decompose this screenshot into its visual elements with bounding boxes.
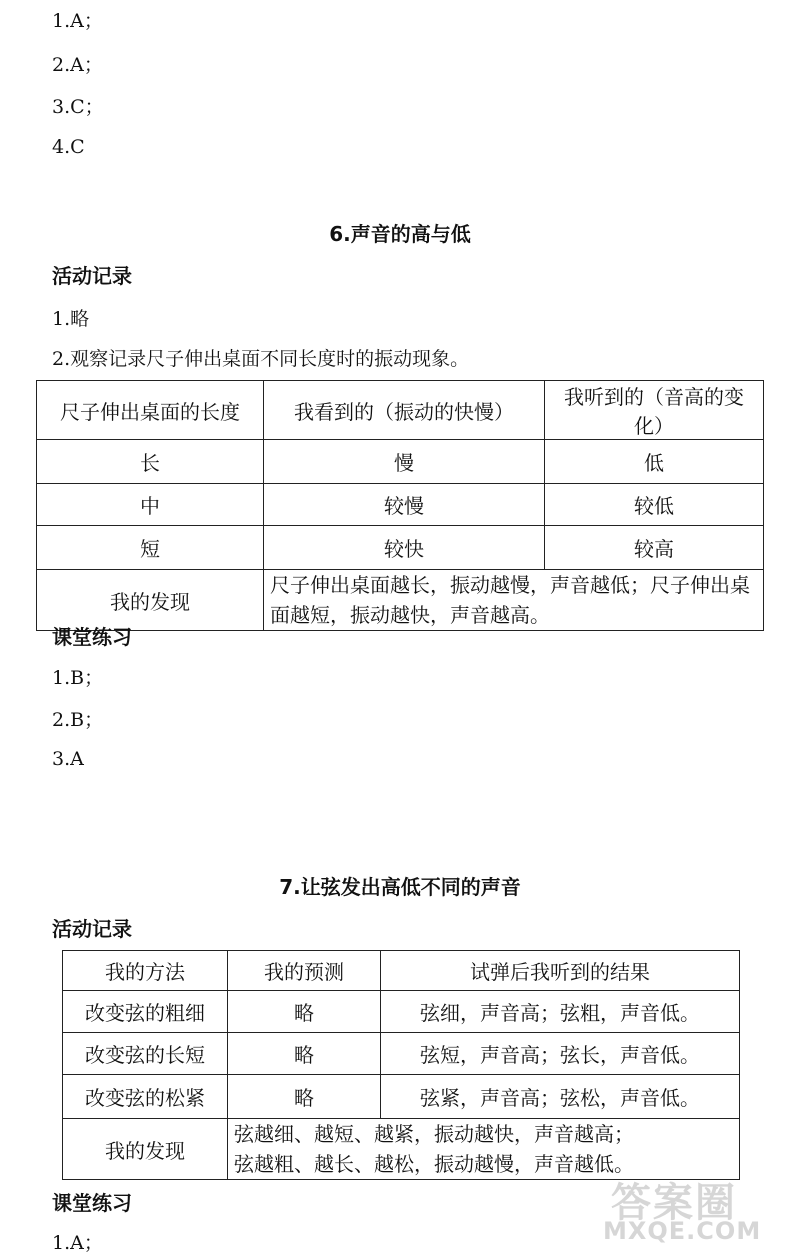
table-header: 我看到的（振动的快慢）: [264, 381, 545, 440]
practice-heading: 课堂练习: [52, 1191, 132, 1215]
watermark-domain: MXQE.COM: [603, 1217, 762, 1245]
activity-heading: 活动记录: [52, 917, 132, 941]
table-cell: 慢: [264, 440, 545, 484]
section-title: 7.让弦发出高低不同的声音: [279, 875, 521, 899]
section-title: 6.声音的高与低: [329, 222, 471, 246]
table-row: [37, 484, 764, 526]
table-header: 我听到的（音高的变化）: [545, 381, 764, 440]
table-header: 试弹后我听到的结果: [381, 951, 740, 991]
table-cell: 略: [228, 991, 381, 1033]
table-cell: 略: [228, 1075, 381, 1119]
answer-line: 2.A；: [52, 54, 103, 76]
finding-row: [37, 570, 764, 631]
answer-line: 3.C；: [52, 96, 104, 118]
table-cell: 较高: [545, 526, 764, 570]
table-cell: 较慢: [264, 484, 545, 526]
table-header: 我的方法: [63, 951, 228, 991]
item-line: 2.观察记录尺子伸出桌面不同长度时的振动现象。: [52, 348, 470, 370]
table-cell: 略: [228, 1033, 381, 1075]
table-row: [63, 1033, 740, 1075]
finding-label: 我的发现: [63, 1119, 228, 1180]
ruler-observation-table: [36, 380, 764, 631]
watermark-text: 答案圈: [611, 1180, 737, 1226]
table-cell: 低: [545, 440, 764, 484]
table-cell: 较低: [545, 484, 764, 526]
activity-heading: 活动记录: [52, 264, 132, 288]
table-cell: 弦紧，声音高；弦松，声音低。: [381, 1075, 740, 1119]
answer-line: 4.C: [52, 136, 85, 158]
table-header-row: [63, 951, 740, 991]
item-line: 1.略: [52, 308, 90, 330]
answer-line: 1.B；: [52, 667, 104, 689]
finding-line: 弦越细、越短、越紧，振动越快，声音越高；: [234, 1122, 634, 1146]
table-cell: 弦细，声音高；弦粗，声音低。: [381, 991, 740, 1033]
table-cell: 中: [37, 484, 264, 526]
table-header: 我的预测: [228, 951, 381, 991]
table-cell: 弦短，声音高；弦长，声音低。: [381, 1033, 740, 1075]
answer-line: 1.A；: [52, 1232, 103, 1254]
answer-line: 3.A: [52, 748, 84, 770]
table-row: [37, 440, 764, 484]
finding-text: 尺子伸出桌面越长，振动越慢，声音越低；尺子伸出桌面越短，振动越快，声音越高。: [264, 570, 764, 631]
table-cell: 改变弦的松紧: [63, 1075, 228, 1119]
answer-line: 1.A；: [52, 10, 103, 32]
table-row: [63, 1075, 740, 1119]
string-experiment-table: [62, 950, 740, 1180]
site-watermark: [603, 1171, 778, 1246]
finding-line: 弦越粗、越长、越松，振动越慢，声音越低。: [234, 1152, 634, 1176]
table-row: [63, 991, 740, 1033]
table-row: [37, 526, 764, 570]
table-cell: 较快: [264, 526, 545, 570]
table-cell: 长: [37, 440, 264, 484]
answer-line: 2.B；: [52, 709, 104, 731]
table-header: 尺子伸出桌面的长度: [37, 381, 264, 440]
table-cell: 改变弦的粗细: [63, 991, 228, 1033]
table-header-row: [37, 381, 764, 440]
table-cell: 改变弦的长短: [63, 1033, 228, 1075]
practice-heading: 课堂练习: [52, 625, 132, 649]
finding-label: 我的发现: [37, 570, 264, 631]
table-cell: 短: [37, 526, 264, 570]
